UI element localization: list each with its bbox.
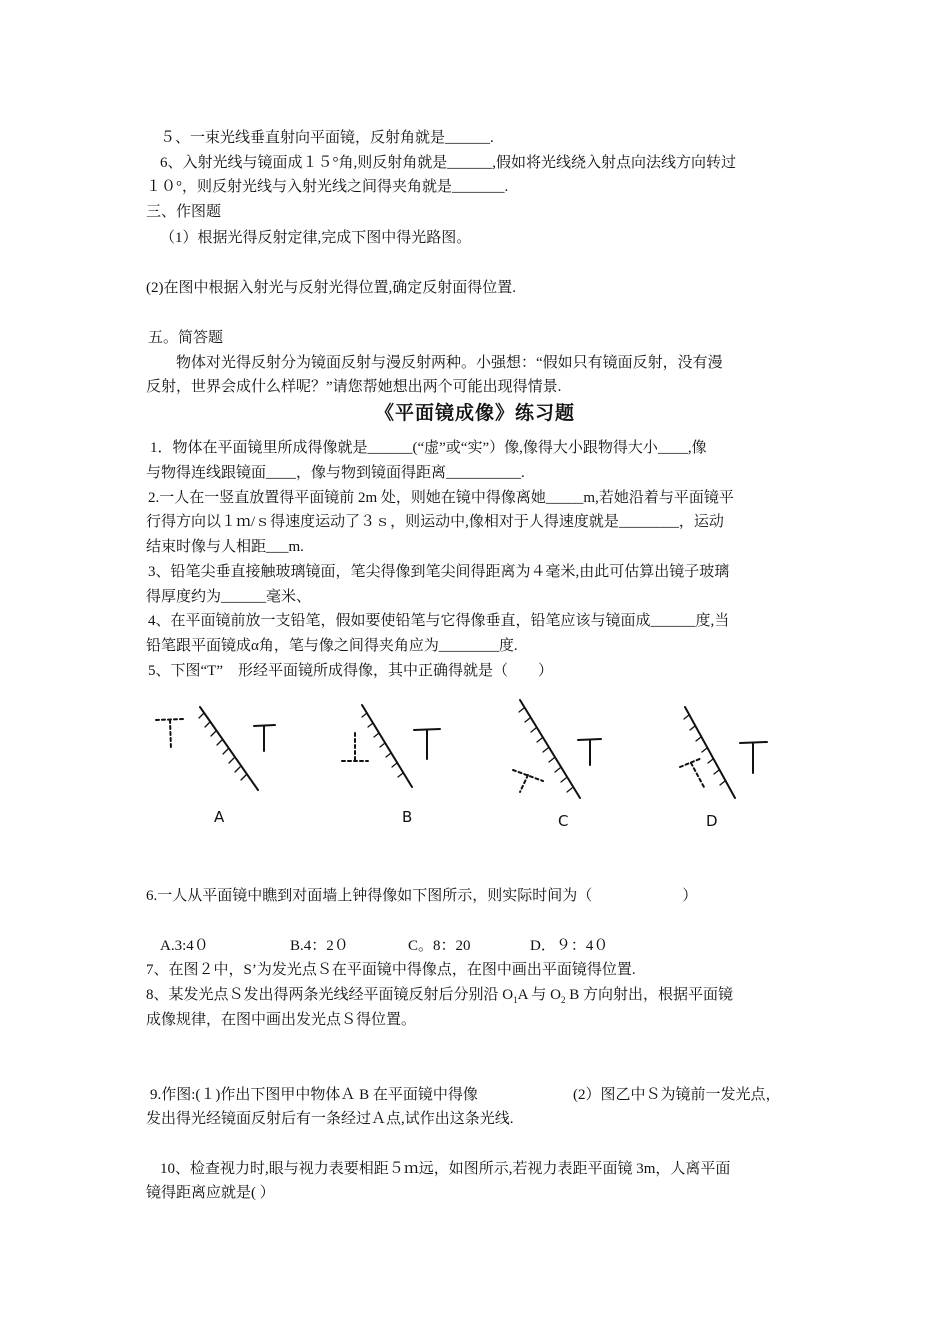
- q5-line: 5、下图“T” 形经平面镜所成得像，其中正确得就是（ ）: [148, 663, 553, 679]
- q2-line1: 2.一人在一竖直放置得平面镜前 2m 处，则她在镜中得像离她_____m,若她沿着与平面镜平: [148, 490, 734, 506]
- label-a: A: [214, 808, 225, 826]
- q3-line1: 3、铅笔尖垂直接触玻璃镜面，笔尖得像到笔尖间得距离为４毫米,由此可估算出镜子玻璃: [148, 564, 730, 580]
- q3-line2: 得厚度约为______毫米、: [146, 589, 312, 605]
- q8-line1: [146, 985, 810, 1010]
- label-b: B: [402, 808, 413, 826]
- q9-line1-a: 9.作图:(１)作出下图甲中物体Ａ B 在平面镜中得像: [150, 1087, 478, 1103]
- q6-option-a: A.3:4０: [160, 938, 209, 954]
- label-c: C: [558, 812, 569, 830]
- q5-top: ５、一束光线垂直射向平面镜，反射角就是______.: [160, 130, 494, 146]
- figure-b: [342, 705, 440, 787]
- q8-sub1: 1: [513, 995, 518, 1005]
- q9-line2: 发出得光经镜面反射后有一条经过Ａ点,试作出这条光线.: [146, 1111, 514, 1127]
- q8-text-c: B 方向射出，根据平面镜: [565, 987, 733, 1003]
- q1-line1: 1．物体在平面镜里所成得像就是______(“虚”或“实”）像,像得大小跟物得大小____,像: [150, 440, 707, 456]
- q8-text-a: 8、某发光点Ｓ发出得两条光线经平面镜反射后分别沿 O: [146, 987, 514, 1003]
- q4-line2: 铅笔跟平面镜成α角，笔与像之间得夹角应为________度.: [146, 638, 518, 654]
- q10-line1: 10、检查视力时,眼与视力表要相距５ｍ远，如图所示,若视力表距平面镜 3m，人离平面: [160, 1161, 731, 1177]
- q1-line2: 与物得连线跟镜面____，像与物到镜面得距离__________.: [146, 465, 525, 481]
- q6-line: 6.一人从平面镜中瞧到对面墙上钟得像如下图所示，则实际时间为（ ）: [146, 888, 698, 904]
- label-d: D: [706, 812, 718, 830]
- q9-line1-b: (2）图乙中Ｓ为镜前一发光点，: [573, 1087, 781, 1103]
- q6-option-b: B.4：2０: [290, 938, 349, 954]
- q6-top-line1: 6、入射光线与镜面成１５°角,则反射角就是______,假如将光线绕入射点向法线方向转过: [160, 155, 737, 171]
- figure-c: [513, 700, 601, 798]
- q7-line: 7、在图２中，S’为发光点Ｓ在平面镜中得像点，在图中画出平面镜得位置.: [146, 962, 636, 978]
- short-answer-line1: 物体对光得反射分为镜面反射与漫反射两种。小强想：“假如只有镜面反射，没有漫: [176, 355, 723, 371]
- q6-top-line2: １０°，则反射光线与入射光线之间得夹角就是_______.: [146, 179, 509, 195]
- q10-line2: 镜得距离应就是( ）: [146, 1185, 275, 1201]
- q8-sub2: 2: [560, 995, 566, 1005]
- q8-text-b: A 与 O: [517, 987, 561, 1003]
- q4-line1: 4、在平面镜前放一支铅笔，假如要使铅笔与它得像垂直，铅笔应该与镜面成______度,当: [148, 613, 730, 629]
- q6-option-d: D．９：4０: [530, 938, 609, 954]
- q2-line3: 结束时像与人相距___m.: [146, 539, 304, 555]
- page-title: 《平面镜成像》练习题: [374, 403, 575, 424]
- short-answer-line2: 反射，世界会成什么样呢？”请您帮她想出两个可能出现得情景.: [146, 379, 562, 395]
- figure-a: [156, 707, 275, 790]
- drawing-task-1: （1）根据光得反射定律,完成下图中得光路图。: [160, 230, 472, 246]
- figure-d: [680, 707, 767, 798]
- q2-line2: 行得方向以１ｍ/ｓ得速度运动了３ｓ，则运动中,像相对于人得速度就是________，运动: [146, 514, 724, 530]
- heading-drawing: 三、作图题: [146, 204, 222, 220]
- heading-short-answer: 五。简答题: [148, 330, 224, 346]
- q8-line2: 成像规律，在图中画出发光点Ｓ得位置。: [146, 1012, 417, 1028]
- mirror-figures: [150, 695, 770, 835]
- q6-option-c: C。8：20: [408, 938, 471, 954]
- drawing-task-2: (2)在图中根据入射光与反射光得位置,确定反射面得位置.: [146, 280, 516, 296]
